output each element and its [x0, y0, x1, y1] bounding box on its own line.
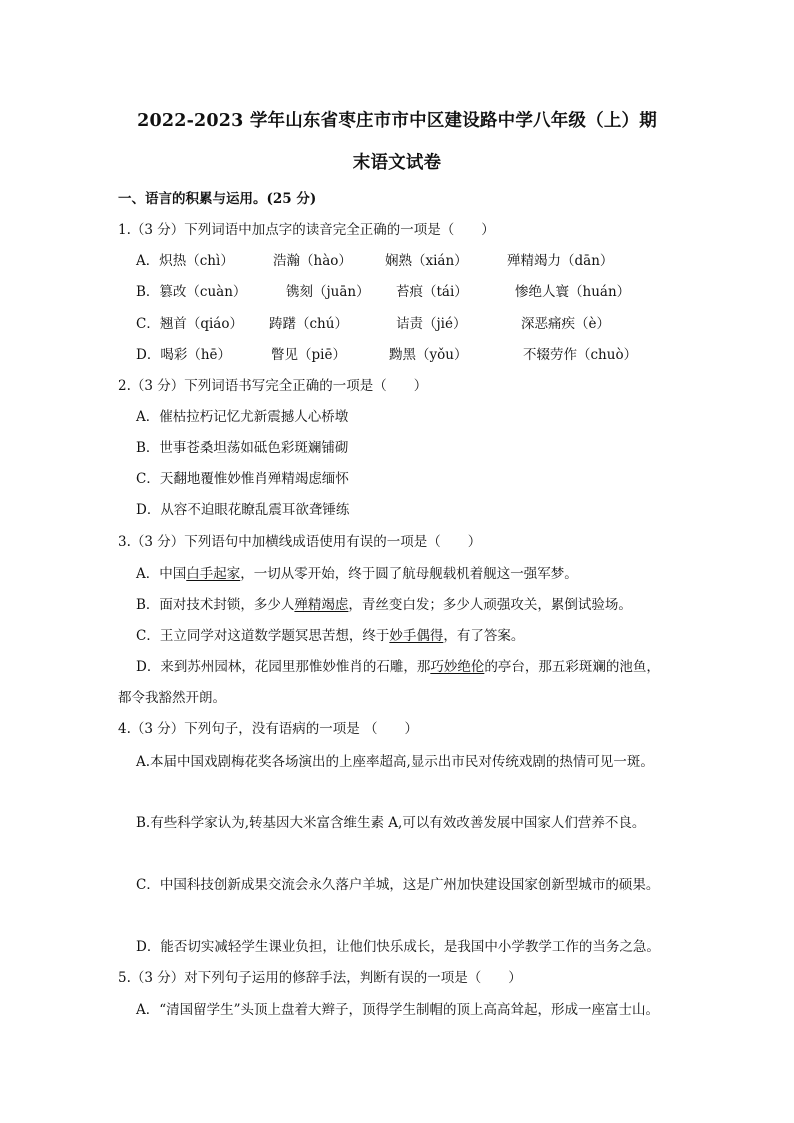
q3-b-underlined: 殚精竭虑 [294, 597, 349, 613]
q3-c-underlined: 妙手偶得 [389, 628, 444, 644]
q1-c-4: 深恶痛疾（è） [521, 316, 610, 332]
q1-b-3: 苔痕（tái） [396, 284, 468, 300]
exam-title-line-2: 末语文试卷 [352, 153, 442, 173]
q3-option-b [136, 593, 632, 613]
q2-option-c: C．天翻地覆惟妙惟肖殚精竭虑缅怀 [136, 471, 349, 487]
q3-d-post: 的亭台，那五彩斑斓的池鱼， [484, 659, 660, 675]
q3-d-underlined: 巧妙绝伦 [430, 659, 485, 675]
q4-stem: 4.（3 分）下列句子，没有语病的一项是 （ ） [118, 721, 419, 737]
q3-option-a [136, 562, 578, 582]
q3-stem: 3.（3 分）下列语句中加横线成语使用有误的一项是（ ） [118, 534, 482, 550]
q1-d-2: 瞥见（piē） [271, 347, 346, 363]
q1-a-4: 殚精竭力（dān） [507, 253, 614, 269]
q1-d-4: 不辍劳作（chuò） [523, 347, 638, 363]
q4-option-c: C．中国科技创新成果交流会永久落户羊城，这是广州加快建设国家创新型城市的硕果。 [136, 877, 660, 893]
q2-option-d: D．从容不迫眼花瞭乱震耳欲聋锤练 [136, 502, 350, 518]
q3-option-d-continued: 都令我豁然开朗。 [118, 690, 226, 706]
q1-c-1: C．翘首（qiáo） [136, 316, 243, 332]
q1-d-3: 黝黑（yǒu） [389, 347, 468, 363]
q1-a-2: 浩瀚（hào） [273, 253, 352, 269]
q4-option-b: B.有些科学家认为,转基因大米富含维生素 A,可以有效改善发展中国家人们营养不良。 [136, 815, 646, 831]
q1-a-1: A．炽热（chì） [136, 253, 234, 269]
q2-option-a: A．催枯拉朽记忆尤新震撼人心桥墩 [136, 409, 349, 425]
q3-a-post: ，一切从零开始，终于圆了航母舰载机着舰这一强军梦。 [240, 566, 578, 582]
q5-option-a: A．“清国留学生”头顶上盘着大辫子，顶得学生制帽的顶上高高耸起，形成一座富士山。 [136, 1002, 660, 1018]
q4-option-d: D．能否切实减轻学生课业负担，让他们快乐成长，是我国中小学教学工作的当务之急。 [136, 939, 660, 955]
q1-b-4: 惨绝人寰（huán） [515, 284, 631, 300]
q3-b-pre: B．面对技术封锁，多少人 [136, 597, 295, 613]
q1-a-3: 娴熟（xián） [385, 253, 468, 269]
q1-b-1: B．篡改（cuàn） [136, 284, 247, 300]
q1-b-2: 镌刻（juān） [286, 284, 370, 300]
q1-c-3: 诘责（jié） [396, 316, 467, 332]
q3-d-pre: D．来到苏州园林，花园里那惟妙惟肖的石雕，那 [136, 659, 431, 675]
q1-stem: 1.（3 分）下列词语中加点字的读音完全正确的一项是（ ） [118, 222, 495, 238]
q5-stem: 5.（3 分）对下列句子运用的修辞手法，判断有误的一项是（ ） [118, 970, 522, 986]
q1-d-1: D．喝彩（hē） [136, 347, 232, 363]
q3-option-c [136, 624, 524, 644]
q2-option-b: B．世事苍桑坦荡如砥色彩斑斓铺砌 [136, 440, 349, 456]
q2-stem: 2.（3 分）下列词语书写完全正确的一项是（ ） [118, 378, 428, 394]
q3-a-pre: A．中国 [136, 566, 187, 582]
q3-option-d [136, 655, 660, 675]
q3-b-post: ，青丝变白发；多少人顽强攻关，累倒试验场。 [348, 597, 632, 613]
section-heading: 一、语言的积累与运用。(25 分) [118, 191, 317, 207]
q3-c-post: ，有了答案。 [443, 628, 525, 644]
q1-c-2: 踌躇（chú） [269, 316, 348, 332]
q4-option-a: A.本届中国戏剧梅花奖各场演出的上座率超高,显示出市民对传统戏剧的热情可见一斑。 [136, 754, 654, 770]
q3-c-pre: C．王立同学对这道数学题冥思苦想，终于 [136, 628, 390, 644]
exam-title-line-1: 2022-2023 学年山东省枣庄市市中区建设路中学八年级（上）期 [137, 111, 657, 131]
q3-a-underlined: 白手起家 [186, 566, 241, 582]
